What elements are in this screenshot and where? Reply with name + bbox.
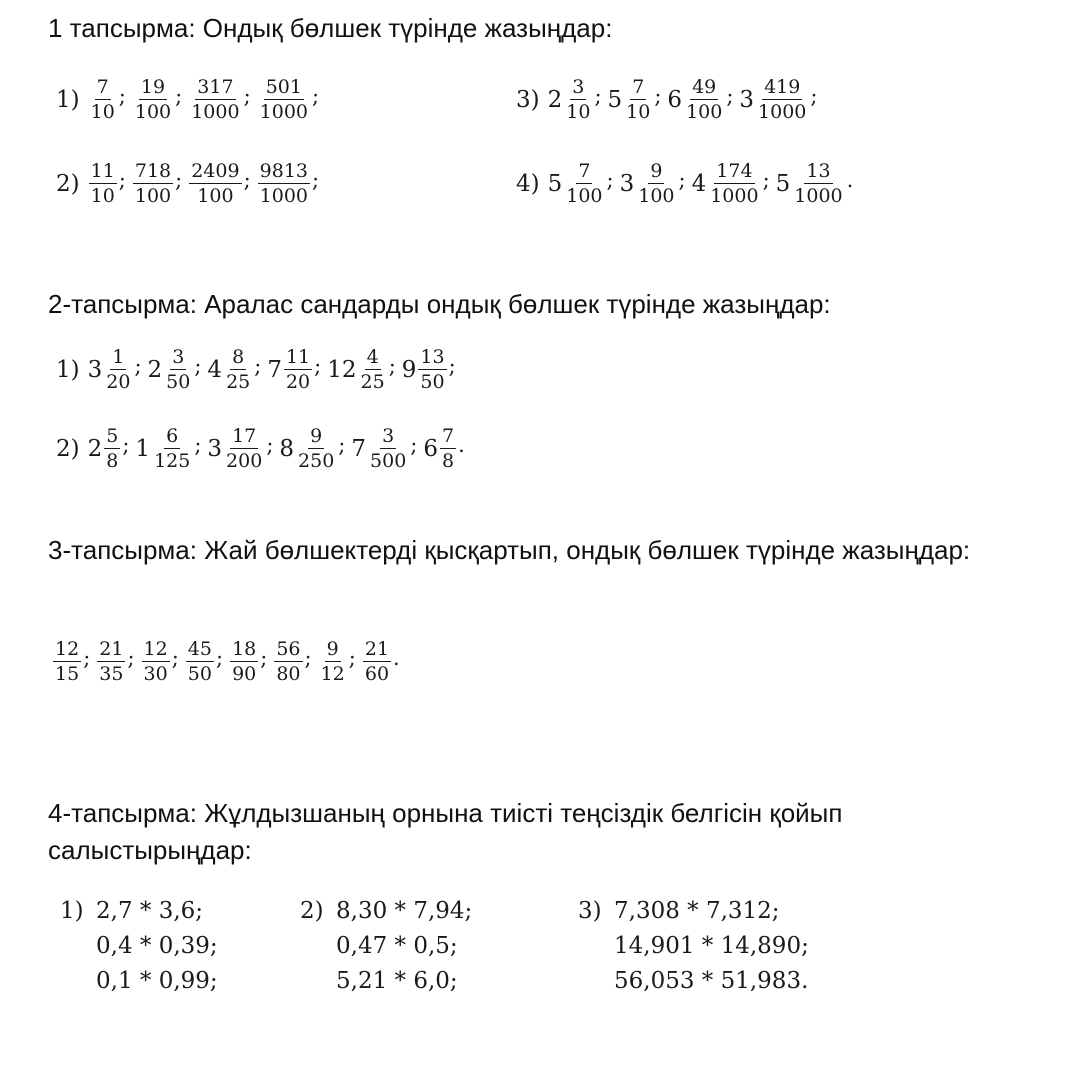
numerator: 7 [442,425,455,447]
numerator: 6 [166,425,179,447]
numerator: 718 [134,160,172,182]
separator: ; [243,84,251,108]
comparison-expression: 2,7 * 3,6; [96,898,204,924]
separator: ; [314,354,322,378]
numerator: 7 [96,76,109,98]
fraction-item [88,346,148,393]
task1-title: 1 тапсырма: Ондық бөлшек түрінде жазыңдар: [48,13,613,43]
fraction [684,76,724,123]
separator: ; [606,168,614,192]
comparison-expression: 0,4 * 0,39; [96,933,218,959]
fraction-item [188,160,256,207]
denominator: 90 [232,663,257,685]
fraction-item [739,76,823,123]
fraction-item [52,638,96,685]
fraction-item [207,425,279,472]
denominator: 1000 [794,185,843,207]
numerator: 3 [172,346,185,368]
fraction [230,638,258,685]
numerator: 12 [55,638,80,660]
fraction-item [141,638,185,685]
numerator: 13 [806,160,831,182]
fraction-item [96,638,140,685]
denominator: 10 [626,101,651,123]
separator: ; [243,168,251,192]
comparison-line [300,894,472,929]
numerator: 1 [112,346,125,368]
numerator: 174 [716,160,753,182]
separator: ; [388,354,396,378]
numerator: 56 [276,638,301,660]
task1-group-2 [56,160,325,207]
denominator: 100 [134,185,172,207]
numerator: 3 [382,425,395,447]
fraction [792,160,844,207]
separator: ; [312,168,320,192]
fraction-item [267,346,327,393]
task2-group-1 [56,346,462,393]
fraction-item [318,638,362,685]
fraction [104,346,132,393]
whole-part: 4 [207,356,223,383]
numerator: 12 [143,638,168,660]
fraction [152,425,192,472]
numerator: 419 [764,76,801,98]
task2-group-2 [56,425,471,472]
task1-group-4 [516,160,859,207]
numerator: 5 [106,425,119,447]
fraction-item [273,638,317,685]
fraction [284,346,312,393]
whole-part: 7 [351,435,367,462]
separator: ; [127,646,135,670]
whole-part: 3 [619,170,635,197]
numerator: 8 [232,346,245,368]
denominator: 1000 [758,101,807,123]
fraction-item [207,346,267,393]
item-number: 4) [516,170,540,197]
separator: ; [83,646,91,670]
fraction-item [88,425,136,472]
fraction-item [135,425,207,472]
task4-column-3 [578,894,809,999]
separator: ; [348,646,356,670]
whole-part: 2 [547,86,563,113]
fraction-item [423,425,470,472]
denominator: 12 [320,663,345,685]
denominator: 500 [370,450,407,472]
numerator: 9813 [259,160,309,182]
fraction [564,76,592,123]
denominator: 100 [686,101,723,123]
separator: ; [215,646,224,670]
denominator: 10 [566,101,591,123]
separator: ; [594,84,602,108]
fraction-item [132,160,188,207]
fraction [359,346,387,393]
whole-part: 8 [279,435,295,462]
denominator: 30 [143,663,168,685]
fraction [258,76,310,123]
denominator: 10 [90,101,115,123]
fraction-item [362,638,406,685]
denominator: 250 [298,450,335,472]
numerator: 19 [140,76,166,98]
fraction [164,346,192,393]
separator: ; [312,84,320,108]
numerator: 9 [650,160,663,182]
fraction [564,160,604,207]
fraction [133,76,173,123]
fraction [89,160,117,207]
denominator: 1000 [259,101,309,123]
denominator: 20 [285,371,311,393]
comparison-expression: 7,308 * 7,312; [614,898,780,924]
fraction [142,638,170,685]
separator: ; [410,433,418,457]
task3-title: 3-тапсырма: Жай бөлшектерді қысқартып, ондық бөлшек түрінде жазыңдар: [48,535,971,565]
comparison-line [300,964,472,999]
separator: ; [118,168,126,192]
denominator: 80 [276,663,301,685]
comparison-expression: 14,901 * 14,890; [614,933,809,959]
fraction [186,638,214,685]
comparison-line [578,929,809,964]
separator: ; [338,433,346,457]
fraction [224,346,252,393]
fraction-item [188,76,256,123]
fraction-item [257,160,325,207]
numerator: 317 [197,76,234,98]
fraction-item [692,160,776,207]
whole-part: 9 [401,356,417,383]
numerator: 21 [99,638,124,660]
fraction [53,638,81,685]
separator: . [846,168,854,192]
denominator: 10 [90,185,115,207]
separator: ; [134,354,142,378]
fraction-item [667,76,739,123]
comparison-line [60,964,218,999]
fraction [224,425,264,472]
separator: ; [266,433,274,457]
fraction-item [548,76,608,123]
separator: . [393,646,400,670]
separator: . [458,433,465,457]
separator: ; [448,354,456,378]
numerator: 11 [285,346,311,368]
fraction-item [148,346,208,393]
denominator: 200 [226,450,263,472]
separator: ; [175,84,183,108]
separator: ; [118,84,126,108]
fraction [189,76,241,123]
fraction-item [608,76,668,123]
task4-title: 4-тапсырма: Жұлдызшаның орнына тиісті теңсіздік белгісін қойып салыстырыңдар: [48,798,843,865]
fraction [624,76,652,123]
numerator: 49 [692,76,717,98]
denominator: 1000 [191,101,240,123]
numerator: 7 [632,76,645,98]
fraction [274,638,302,685]
denominator: 8 [442,450,455,472]
separator: ; [254,354,262,378]
whole-part: 6 [423,435,438,462]
comparison-line [300,929,472,964]
separator: ; [171,646,179,670]
whole-part: 4 [691,170,707,197]
whole-part: 12 [327,356,357,383]
item-number: 2) [300,898,324,924]
denominator: 20 [106,371,131,393]
fraction-item [88,76,132,123]
comparison-line [60,929,218,964]
whole-part: 5 [775,170,791,197]
denominator: 100 [134,101,172,123]
whole-part: 3 [739,86,755,113]
comparison-line [578,894,809,929]
fraction [418,346,446,393]
fraction-item [229,638,273,685]
numerator: 501 [265,76,302,98]
separator: ; [260,646,268,670]
fraction-item [185,638,229,685]
fraction [258,160,310,207]
fraction [296,425,336,472]
denominator: 100 [638,185,675,207]
item-number: 2) [56,435,80,462]
numerator: 9 [326,638,339,660]
whole-part: 1 [135,435,151,462]
separator: ; [762,168,770,192]
separator: ; [304,646,312,670]
item-number: 1) [56,86,80,113]
denominator: 1000 [710,185,759,207]
separator: ; [194,354,202,378]
numerator: 9 [310,425,323,447]
item-number: 3) [516,86,540,113]
denominator: 15 [55,663,80,685]
whole-part: 6 [667,86,683,113]
separator: ; [175,168,183,192]
numerator: 13 [420,346,445,368]
denominator: 8 [106,450,119,472]
whole-part: 7 [267,356,282,383]
numerator: 2409 [191,160,240,182]
denominator: 100 [566,185,603,207]
fraction-item [257,76,325,123]
task3-fractions [52,638,406,685]
item-number: 2) [56,170,80,197]
denominator: 25 [226,371,251,393]
fraction-item [327,346,402,393]
numerator: 3 [572,76,585,98]
comparison-expression: 8,30 * 7,94; [336,898,473,924]
fraction [440,425,456,472]
fraction-item [620,160,692,207]
fraction [89,76,117,123]
separator: ; [810,84,818,108]
numerator: 17 [232,425,257,447]
fraction [319,638,347,685]
denominator: 60 [364,663,390,685]
comparison-line [60,894,218,929]
comparison-line [578,964,809,999]
denominator: 25 [360,371,385,393]
whole-part: 2 [87,435,103,462]
denominator: 1000 [259,185,309,207]
separator: ; [678,168,686,192]
item-number: 3) [578,898,602,924]
fraction-item [776,160,860,207]
numerator: 21 [364,638,390,660]
task4-column-2 [300,894,472,999]
fraction-item [88,160,132,207]
fraction-item [279,425,351,472]
separator: ; [194,433,202,457]
numerator: 7 [578,160,591,182]
comparison-expression: 56,053 * 51,983. [614,968,809,994]
numerator: 18 [232,638,257,660]
task1-group-1 [56,76,325,123]
fraction [363,638,391,685]
comparison-expression: 0,1 * 0,99; [96,968,218,994]
denominator: 50 [420,371,445,393]
denominator: 35 [99,663,124,685]
item-number: 1) [56,356,80,383]
fraction [189,160,241,207]
numerator: 45 [187,638,212,660]
comparison-expression: 5,21 * 6,0; [336,968,458,994]
fraction [756,76,808,123]
numerator: 11 [90,160,115,182]
fraction [708,160,760,207]
fraction [104,425,120,472]
separator: ; [726,84,734,108]
denominator: 125 [154,450,191,472]
fraction [636,160,676,207]
whole-part: 5 [547,170,563,197]
fraction [368,425,408,472]
fraction-item [132,76,188,123]
denominator: 50 [187,663,212,685]
fraction-item [351,425,423,472]
denominator: 100 [197,185,234,207]
whole-part: 2 [147,356,163,383]
whole-part: 5 [607,86,623,113]
separator: ; [654,84,662,108]
fraction-item [402,346,462,393]
separator: ; [122,433,130,457]
comparison-expression: 0,47 * 0,5; [336,933,458,959]
denominator: 50 [166,371,191,393]
numerator: 4 [366,346,379,368]
task1-group-3 [516,76,823,123]
fraction-item [548,160,620,207]
fraction [133,160,173,207]
task4-column-1 [60,894,218,999]
fraction [97,638,125,685]
task2-title: 2-тапсырма: Аралас сандарды ондық бөлшек түрінде жазыңдар: [48,289,831,319]
item-number: 1) [60,898,84,924]
whole-part: 3 [207,435,223,462]
whole-part: 3 [87,356,103,383]
